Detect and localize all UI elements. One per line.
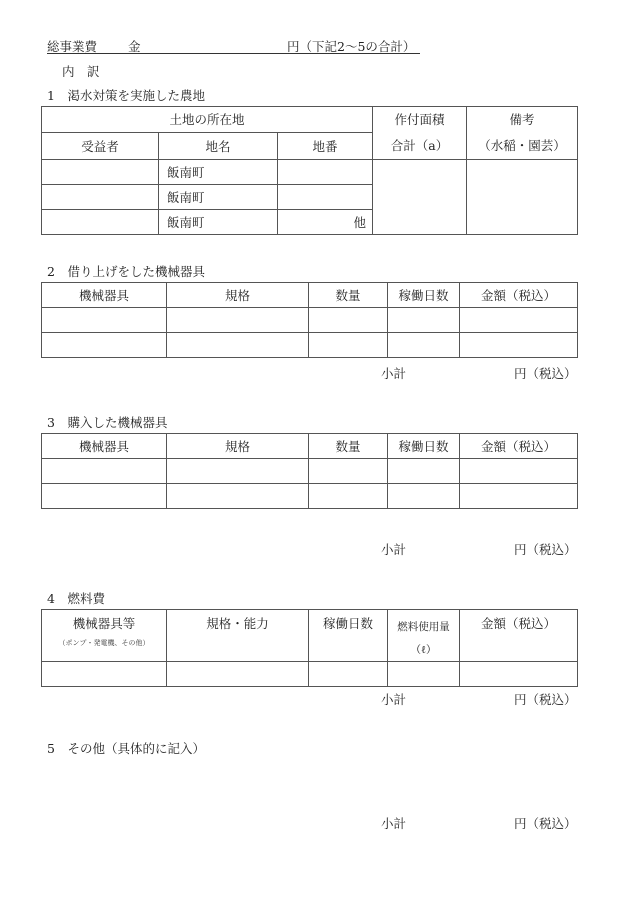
section2-title: 2 借り上げをした機械器具 — [47, 264, 205, 279]
area-header-line1: 作付面積 — [394, 112, 445, 127]
days-cell[interactable] — [309, 662, 388, 687]
equipment-header-note: （ポンプ・発電機、その他） — [58, 639, 150, 647]
total-cost-label: 総事業費 — [47, 39, 98, 54]
amount-header: 金額（税込） — [460, 434, 578, 459]
fuel-usage-header-line2: （ℓ） — [410, 644, 437, 656]
lot-number-cell[interactable] — [278, 185, 373, 210]
section5-subtotal-unit: 円（税込） — [514, 816, 577, 831]
amount-cell[interactable] — [460, 333, 578, 358]
section4-title: 4 燃料費 — [47, 591, 105, 606]
total-amount-field[interactable] — [145, 37, 285, 51]
quantity-cell[interactable] — [309, 484, 388, 509]
amount-header: 金額（税込） — [460, 610, 578, 662]
table-row — [42, 308, 578, 333]
area-header — [373, 107, 467, 160]
place-name-cell[interactable]: 飯南町 — [159, 185, 278, 210]
quantity-header: 数量 — [309, 434, 388, 459]
section5-title: 5 その他（具体的に記入） — [47, 741, 205, 756]
place-name-header: 地名 — [159, 132, 278, 159]
spec-header: 規格・能力 — [167, 610, 309, 662]
equipment-cell[interactable] — [42, 484, 167, 509]
section3-subtotal-unit: 円（税込） — [514, 542, 577, 557]
beneficiary-header: 受益者 — [42, 132, 159, 159]
spec-cell[interactable] — [167, 484, 309, 509]
days-cell[interactable] — [388, 333, 460, 358]
remarks-cell[interactable] — [467, 160, 578, 235]
amount-header: 金額（税込） — [460, 283, 578, 308]
amount-cell[interactable] — [460, 662, 578, 687]
amount-cell[interactable] — [460, 459, 578, 484]
area-header-line2: 合計（a） — [390, 138, 449, 153]
fuel-usage-header — [388, 610, 460, 662]
remarks-header — [467, 107, 578, 160]
rented-equipment-table — [41, 282, 578, 358]
days-cell[interactable] — [388, 459, 460, 484]
section4-subtotal-label: 小計 — [381, 692, 407, 707]
days-header: 稼働日数 — [309, 610, 388, 662]
quantity-cell[interactable] — [309, 459, 388, 484]
amount-suffix: 円（下記2～5の合計） — [287, 39, 416, 54]
total-cost-line — [47, 37, 420, 54]
purchased-equipment-table — [41, 433, 578, 509]
place-name-cell[interactable]: 飯南町 — [159, 210, 278, 235]
section4-subtotal-unit: 円（税込） — [514, 692, 577, 707]
quantity-cell[interactable] — [309, 333, 388, 358]
quantity-header: 数量 — [309, 283, 388, 308]
section2-subtotal-unit: 円（税込） — [514, 366, 577, 381]
spec-cell[interactable] — [167, 662, 309, 687]
section5-subtotal-field[interactable] — [412, 812, 512, 828]
breakdown-label: 内 訳 — [62, 64, 100, 79]
place-name-cell[interactable]: 飯南町 — [159, 160, 278, 185]
section5-details-field[interactable] — [47, 760, 577, 810]
spec-cell[interactable] — [167, 308, 309, 333]
equipment-header: 機械器具 — [42, 434, 167, 459]
section3-title: 3 購入した機械器具 — [47, 415, 168, 430]
table-row — [42, 484, 578, 509]
equipment-cell[interactable] — [42, 333, 167, 358]
spec-cell[interactable] — [167, 333, 309, 358]
area-total-cell[interactable] — [373, 160, 467, 235]
section3-subtotal-label: 小計 — [381, 542, 407, 557]
table-row — [42, 160, 578, 185]
equipment-cell[interactable] — [42, 662, 167, 687]
amount-cell[interactable] — [460, 308, 578, 333]
section4-subtotal-field[interactable] — [412, 688, 512, 704]
equipment-header: 機械器具 — [42, 283, 167, 308]
spec-header: 規格 — [167, 283, 309, 308]
amount-prefix: 金 — [128, 39, 141, 54]
section1-title: 1 渇水対策を実施した農地 — [47, 88, 205, 103]
section2-subtotal-label: 小計 — [381, 366, 407, 381]
section5-subtotal-label: 小計 — [381, 816, 407, 831]
spec-cell[interactable] — [167, 459, 309, 484]
table-row — [42, 333, 578, 358]
table-row — [42, 459, 578, 484]
equipment-header — [42, 610, 167, 662]
days-header: 稼働日数 — [388, 434, 460, 459]
days-cell[interactable] — [388, 308, 460, 333]
lot-number-header: 地番 — [278, 132, 373, 159]
table-row — [42, 662, 578, 687]
beneficiary-cell[interactable] — [42, 160, 159, 185]
days-cell[interactable] — [388, 484, 460, 509]
amount-cell[interactable] — [460, 484, 578, 509]
quantity-cell[interactable] — [309, 308, 388, 333]
section2-subtotal-field[interactable] — [412, 362, 512, 378]
beneficiary-cell[interactable] — [42, 210, 159, 235]
remarks-header-line2: （水稲・園芸） — [478, 138, 566, 153]
equipment-header-label: 機械器具等 — [72, 616, 136, 631]
fuel-usage-cell[interactable] — [388, 662, 460, 687]
section3-subtotal-field[interactable] — [412, 538, 512, 554]
location-header: 土地の所在地 — [42, 107, 373, 133]
lot-number-cell[interactable] — [278, 160, 373, 185]
equipment-cell[interactable] — [42, 459, 167, 484]
lot-number-cell[interactable]: 他 — [278, 210, 373, 235]
spec-header: 規格 — [167, 434, 309, 459]
remarks-header-line1: 備考 — [509, 112, 535, 127]
farmland-table — [41, 106, 578, 235]
equipment-cell[interactable] — [42, 308, 167, 333]
beneficiary-cell[interactable] — [42, 185, 159, 210]
days-header: 稼働日数 — [388, 283, 460, 308]
fuel-cost-table — [41, 609, 578, 687]
fuel-usage-header-line1: 燃料使用量 — [397, 621, 450, 633]
